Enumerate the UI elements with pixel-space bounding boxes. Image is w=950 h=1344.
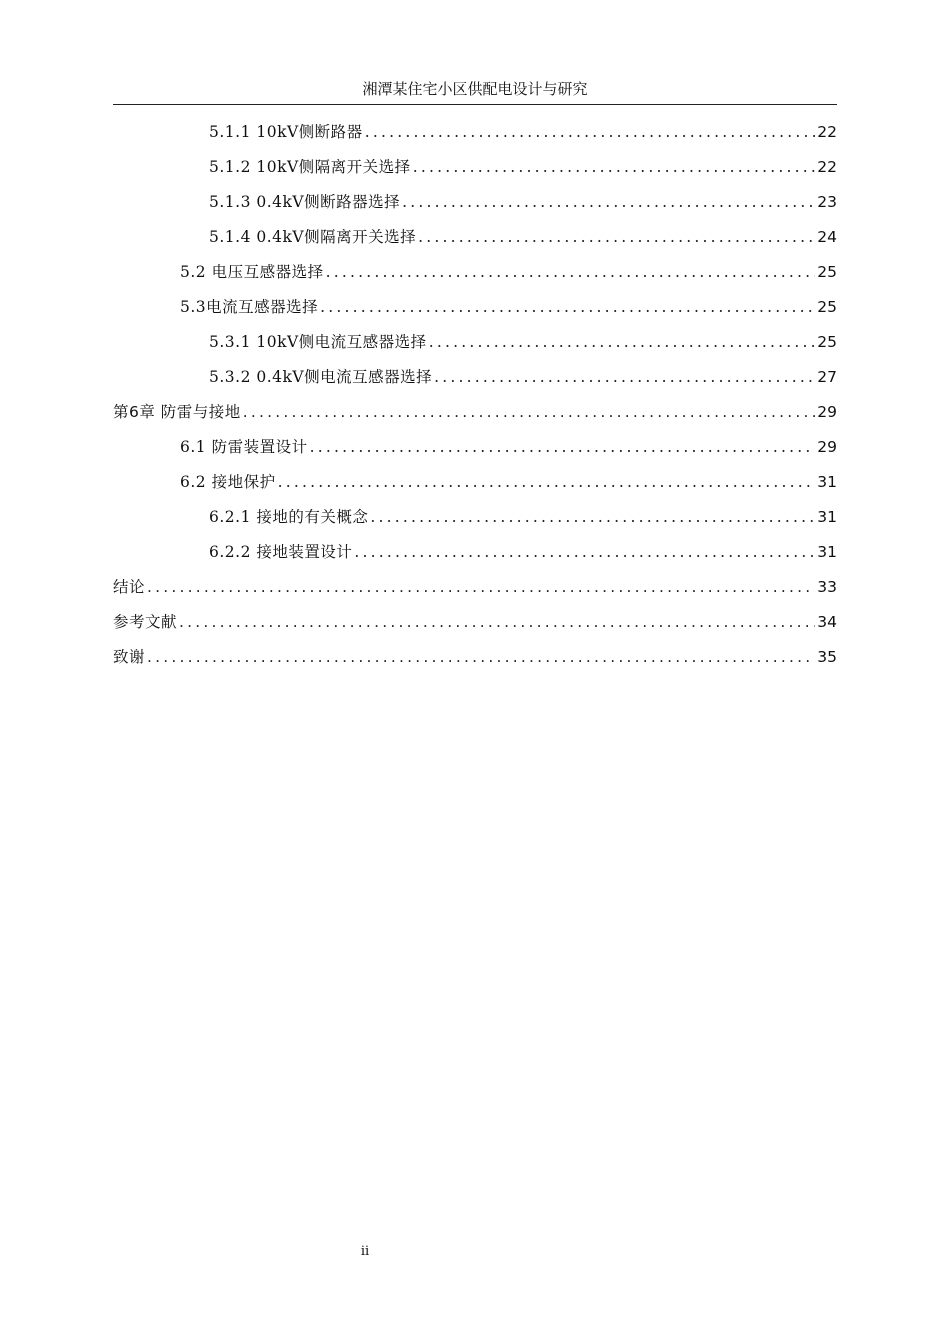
toc-entry-5-1-4[interactable] — [209, 220, 837, 255]
page-number: ii — [360, 1244, 370, 1259]
toc-entry-title: 6.2 接地保护 — [180, 473, 276, 491]
toc-entry-6-2[interactable] — [180, 465, 837, 500]
toc-entry-5-1-3[interactable] — [209, 185, 837, 220]
toc-entry-page: 22 — [817, 158, 837, 176]
toc-leader-dots — [402, 185, 815, 220]
toc-leader-dots — [370, 500, 815, 535]
toc-entry-page: 34 — [817, 613, 837, 631]
toc-leader-dots — [434, 360, 815, 395]
toc-leader-dots — [243, 395, 815, 430]
toc-leader-dots — [179, 605, 815, 640]
toc-entry-5-3[interactable] — [180, 290, 837, 325]
toc-entry-acknowledgements[interactable] — [113, 640, 837, 675]
toc-leader-dots — [310, 430, 816, 465]
toc-entry-title: 5.1.2 10kV侧隔离开关选择 — [209, 158, 411, 176]
toc-entry-title: 5.1.1 10kV侧断路器 — [209, 123, 363, 141]
toc-entry-5-3-2[interactable] — [209, 360, 837, 395]
toc-entry-page: 25 — [817, 298, 837, 316]
toc-entry-references[interactable] — [113, 605, 837, 640]
toc-entry-title: 5.1.4 0.4kV侧隔离开关选择 — [209, 228, 417, 246]
toc-entry-page: 25 — [817, 263, 837, 281]
toc-entry-title: 5.2 电压互感器选择 — [180, 263, 324, 281]
toc-leader-dots — [320, 290, 815, 325]
toc-entry-title: 5.3电流互感器选择 — [180, 298, 319, 316]
toc-entry-chapter-6[interactable] — [113, 395, 837, 430]
toc-entry-page: 35 — [817, 648, 837, 666]
toc-leader-dots — [429, 325, 816, 360]
toc-entry-5-1-2[interactable] — [209, 150, 837, 185]
toc-entry-5-1-1[interactable] — [209, 115, 837, 150]
toc-entry-title: 结论 — [113, 578, 146, 596]
toc-entry-page: 33 — [817, 578, 837, 596]
toc-entry-6-2-2[interactable] — [209, 535, 837, 570]
toc-entry-6-2-1[interactable] — [209, 500, 837, 535]
toc-entry-5-2[interactable] — [180, 255, 837, 290]
toc-entry-title: 参考文献 — [113, 613, 178, 631]
toc-entry-5-3-1[interactable] — [209, 325, 837, 360]
toc-entry-6-1[interactable] — [180, 430, 837, 465]
toc-leader-dots — [147, 570, 815, 605]
toc-entry-page: 31 — [817, 543, 837, 561]
toc-entry-page: 29 — [817, 438, 837, 456]
toc-entry-title: 6.2.1 接地的有关概念 — [209, 508, 369, 526]
toc-entry-title: 5.3.2 0.4kV侧电流互感器选择 — [209, 368, 433, 386]
toc-entry-page: 29 — [817, 403, 837, 421]
header-divider — [113, 104, 837, 105]
toc-leader-dots — [413, 150, 816, 185]
page-header-title: 湘潭某住宅小区供配电设计与研究 — [362, 80, 588, 98]
toc-entry-page: 27 — [817, 368, 837, 386]
toc-entry-page: 24 — [817, 228, 837, 246]
toc-entry-title: 6.2.2 接地装置设计 — [209, 543, 353, 561]
toc-entry-page: 23 — [817, 193, 837, 211]
toc-leader-dots — [147, 640, 815, 675]
toc-entry-title: 5.1.3 0.4kV侧断路器选择 — [209, 193, 401, 211]
toc-entry-title: 6.1 防雷装置设计 — [180, 438, 308, 456]
toc-entry-page: 25 — [817, 333, 837, 351]
toc-entry-page: 31 — [817, 508, 837, 526]
toc-leader-dots — [326, 255, 816, 290]
toc-entry-title: 第6章 防雷与接地 — [113, 403, 241, 421]
toc-leader-dots — [365, 115, 816, 150]
toc-entry-title: 5.3.1 10kV侧电流互感器选择 — [209, 333, 427, 351]
toc-leader-dots — [354, 535, 815, 570]
toc-entry-conclusion[interactable] — [113, 570, 837, 605]
toc-entry-page: 31 — [817, 473, 837, 491]
toc-entry-title: 致谢 — [113, 648, 146, 666]
toc-leader-dots — [278, 465, 816, 500]
toc-leader-dots — [418, 220, 815, 255]
toc-entry-page: 22 — [817, 123, 837, 141]
